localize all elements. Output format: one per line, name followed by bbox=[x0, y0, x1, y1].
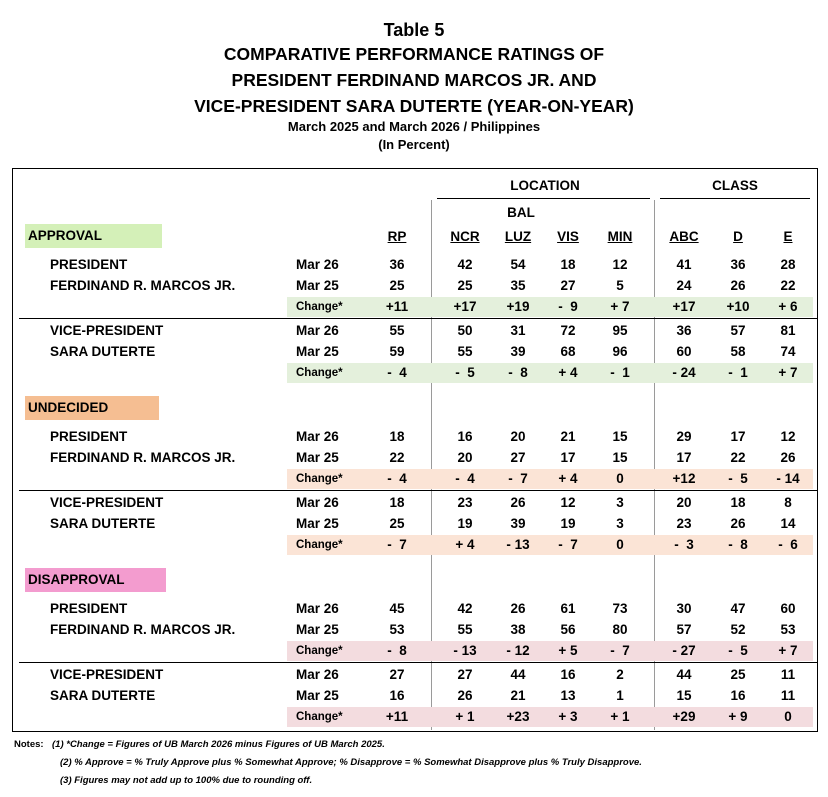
value-cell: +29 bbox=[672, 709, 696, 724]
value-cell: - 8 bbox=[728, 537, 748, 552]
period-label: Mar 25 bbox=[296, 622, 339, 637]
value-cell: + 1 bbox=[455, 709, 475, 724]
value-cell: 26 bbox=[510, 601, 526, 616]
section-label: DISAPPROVAL bbox=[25, 568, 166, 592]
value-cell: +17 bbox=[672, 299, 696, 314]
value-cell: 42 bbox=[457, 257, 473, 272]
official-title: VICE-PRESIDENT bbox=[50, 323, 164, 338]
value-cell: 36 bbox=[730, 257, 746, 272]
value-cell: 54 bbox=[510, 257, 526, 272]
value-cell: - 12 bbox=[506, 643, 530, 658]
value-cell: - 5 bbox=[728, 643, 748, 658]
value-cell: 18 bbox=[730, 495, 746, 510]
period-label: Mar 26 bbox=[296, 495, 339, 510]
value-cell: 59 bbox=[389, 344, 405, 359]
value-cell: - 7 bbox=[558, 537, 578, 552]
value-cell: 57 bbox=[730, 323, 746, 338]
value-cell: + 7 bbox=[778, 643, 798, 658]
value-cell: - 13 bbox=[453, 643, 477, 658]
value-cell: + 7 bbox=[778, 365, 798, 380]
note-1: (1) *Change = Figures of UB March 2026 minus Figures of UB March 2025. bbox=[52, 739, 385, 750]
period-label: Mar 26 bbox=[296, 257, 339, 272]
value-cell: - 1 bbox=[610, 365, 630, 380]
value-cell: 50 bbox=[457, 323, 473, 338]
value-cell: 38 bbox=[510, 622, 526, 637]
value-cell: 15 bbox=[612, 450, 628, 465]
value-cell: 2 bbox=[616, 667, 624, 682]
value-cell: - 4 bbox=[455, 471, 475, 486]
official-title: PRESIDENT bbox=[50, 429, 128, 444]
value-cell: 39 bbox=[510, 516, 526, 531]
official-title: VICE-PRESIDENT bbox=[50, 495, 164, 510]
bal-label: BAL bbox=[507, 205, 535, 220]
period-label: Mar 25 bbox=[296, 344, 339, 359]
change-label: Change* bbox=[296, 473, 343, 485]
value-cell: 26 bbox=[730, 278, 746, 293]
value-cell: 68 bbox=[560, 344, 576, 359]
value-cell: - 5 bbox=[728, 471, 748, 486]
value-cell: 41 bbox=[676, 257, 692, 272]
value-cell: +19 bbox=[506, 299, 530, 314]
value-cell: - 8 bbox=[387, 643, 407, 658]
value-cell: + 3 bbox=[558, 709, 578, 724]
value-cell: +11 bbox=[385, 299, 409, 314]
value-cell: 73 bbox=[612, 601, 628, 616]
value-cell: 11 bbox=[780, 688, 796, 703]
value-cell: 22 bbox=[389, 450, 405, 465]
value-cell: 27 bbox=[457, 667, 473, 682]
value-cell: 16 bbox=[560, 667, 576, 682]
title-line-1: COMPARATIVE PERFORMANCE RATINGS OF bbox=[223, 44, 605, 64]
value-cell: 29 bbox=[676, 429, 692, 444]
value-cell: 24 bbox=[676, 278, 692, 293]
value-cell: 44 bbox=[676, 667, 692, 682]
value-cell: 47 bbox=[730, 601, 746, 616]
value-cell: 0 bbox=[616, 537, 624, 552]
value-cell: 19 bbox=[560, 516, 576, 531]
value-cell: 27 bbox=[560, 278, 576, 293]
column-header: LUZ bbox=[504, 229, 532, 244]
column-header: VIS bbox=[557, 229, 579, 244]
unit-label: (In Percent) bbox=[378, 137, 450, 152]
column-header: MIN bbox=[607, 229, 633, 244]
official-name: FERDINAND R. MARCOS JR. bbox=[50, 622, 236, 637]
value-cell: 36 bbox=[389, 257, 405, 272]
value-cell: - 4 bbox=[387, 471, 407, 486]
value-cell: 60 bbox=[780, 601, 796, 616]
official-name: SARA DUTERTE bbox=[50, 516, 156, 531]
value-cell: - 7 bbox=[610, 643, 630, 658]
value-cell: - 3 bbox=[674, 537, 694, 552]
subtitle: March 2025 and March 2026 / Philippines bbox=[287, 119, 541, 134]
value-cell: 53 bbox=[780, 622, 796, 637]
value-cell: 17 bbox=[730, 429, 746, 444]
value-cell: 25 bbox=[389, 278, 405, 293]
value-cell: 17 bbox=[676, 450, 692, 465]
value-cell: 13 bbox=[560, 688, 576, 703]
value-cell: +12 bbox=[672, 471, 696, 486]
period-label: Mar 26 bbox=[296, 429, 339, 444]
value-cell: 60 bbox=[676, 344, 692, 359]
value-cell: 18 bbox=[389, 495, 405, 510]
change-label: Change* bbox=[296, 301, 343, 313]
value-cell: 16 bbox=[457, 429, 473, 444]
change-label: Change* bbox=[296, 711, 343, 723]
title-line-3: VICE-PRESIDENT SARA DUTERTE (YEAR-ON-YEAR) bbox=[194, 96, 634, 116]
value-cell: 3 bbox=[616, 495, 624, 510]
value-cell: 26 bbox=[780, 450, 796, 465]
value-cell: 0 bbox=[616, 471, 624, 486]
value-cell: - 24 bbox=[672, 365, 696, 380]
section-label: UNDECIDED bbox=[25, 396, 159, 420]
official-name: FERDINAND R. MARCOS JR. bbox=[50, 450, 236, 465]
period-label: Mar 25 bbox=[296, 516, 339, 531]
value-cell: 81 bbox=[780, 323, 796, 338]
value-cell: - 7 bbox=[387, 537, 407, 552]
official-name: FERDINAND R. MARCOS JR. bbox=[50, 278, 236, 293]
official-name: SARA DUTERTE bbox=[50, 688, 156, 703]
value-cell: 26 bbox=[730, 516, 746, 531]
value-cell: 12 bbox=[560, 495, 576, 510]
column-header: NCR bbox=[450, 229, 480, 244]
value-cell: - 27 bbox=[672, 643, 696, 658]
value-cell: 80 bbox=[612, 622, 628, 637]
location-group-rule bbox=[437, 198, 650, 199]
value-cell: 55 bbox=[389, 323, 405, 338]
column-header: RP bbox=[387, 229, 407, 244]
value-cell: 57 bbox=[676, 622, 692, 637]
title-line-2: PRESIDENT FERDINAND MARCOS JR. AND bbox=[231, 70, 597, 90]
column-header: E bbox=[783, 229, 793, 244]
official-name: SARA DUTERTE bbox=[50, 344, 156, 359]
value-cell: 27 bbox=[510, 450, 526, 465]
group-separator bbox=[19, 318, 818, 319]
value-cell: 26 bbox=[457, 688, 473, 703]
class-group-header: CLASS bbox=[712, 178, 758, 193]
value-cell: 20 bbox=[457, 450, 473, 465]
value-cell: 1 bbox=[616, 688, 624, 703]
table-number: Table 5 bbox=[383, 20, 445, 40]
value-cell: + 7 bbox=[610, 299, 630, 314]
value-cell: 31 bbox=[510, 323, 526, 338]
value-cell: +11 bbox=[385, 709, 409, 724]
value-cell: 23 bbox=[457, 495, 473, 510]
official-title: PRESIDENT bbox=[50, 601, 128, 616]
value-cell: + 4 bbox=[558, 471, 578, 486]
period-label: Mar 26 bbox=[296, 323, 339, 338]
value-cell: +23 bbox=[506, 709, 530, 724]
value-cell: 56 bbox=[560, 622, 576, 637]
value-cell: 25 bbox=[389, 516, 405, 531]
value-cell: - 13 bbox=[506, 537, 530, 552]
value-cell: 21 bbox=[510, 688, 526, 703]
value-cell: 15 bbox=[676, 688, 692, 703]
value-cell: 27 bbox=[389, 667, 405, 682]
period-label: Mar 25 bbox=[296, 450, 339, 465]
value-cell: - 5 bbox=[455, 365, 475, 380]
value-cell: + 6 bbox=[778, 299, 798, 314]
value-cell: 74 bbox=[780, 344, 796, 359]
value-cell: + 5 bbox=[558, 643, 578, 658]
value-cell: 3 bbox=[616, 516, 624, 531]
value-cell: - 8 bbox=[508, 365, 528, 380]
value-cell: 23 bbox=[676, 516, 692, 531]
value-cell: - 9 bbox=[558, 299, 578, 314]
value-cell: +17 bbox=[453, 299, 477, 314]
value-cell: 36 bbox=[676, 323, 692, 338]
period-label: Mar 26 bbox=[296, 601, 339, 616]
value-cell: + 4 bbox=[558, 365, 578, 380]
value-cell: - 6 bbox=[778, 537, 798, 552]
value-cell: 11 bbox=[780, 667, 796, 682]
value-cell: - 7 bbox=[508, 471, 528, 486]
official-title: VICE-PRESIDENT bbox=[50, 667, 164, 682]
value-cell: 30 bbox=[676, 601, 692, 616]
value-cell: 58 bbox=[730, 344, 746, 359]
value-cell: 18 bbox=[560, 257, 576, 272]
value-cell: +10 bbox=[726, 299, 750, 314]
value-cell: 95 bbox=[612, 323, 628, 338]
value-cell: 39 bbox=[510, 344, 526, 359]
change-label: Change* bbox=[296, 367, 343, 379]
value-cell: 19 bbox=[457, 516, 473, 531]
value-cell: 35 bbox=[510, 278, 526, 293]
value-cell: 55 bbox=[457, 622, 473, 637]
value-cell: + 1 bbox=[610, 709, 630, 724]
note-2: (2) % Approve = % Truly Approve plus % Somewhat Approve; % Disapprove = % Somewhat Disapprove plus % Truly Disapprove. bbox=[60, 757, 642, 768]
value-cell: 16 bbox=[730, 688, 746, 703]
period-label: Mar 25 bbox=[296, 688, 339, 703]
value-cell: 22 bbox=[780, 278, 796, 293]
note-3: (3) Figures may not add up to 100% due to rounding off. bbox=[60, 775, 313, 786]
value-cell: 28 bbox=[780, 257, 796, 272]
value-cell: 21 bbox=[560, 429, 576, 444]
location-group-header: LOCATION bbox=[510, 178, 580, 193]
value-cell: + 9 bbox=[728, 709, 748, 724]
value-cell: 14 bbox=[780, 516, 796, 531]
value-cell: 72 bbox=[560, 323, 576, 338]
value-cell: 8 bbox=[784, 495, 792, 510]
value-cell: 15 bbox=[612, 429, 628, 444]
value-cell: 20 bbox=[676, 495, 692, 510]
value-cell: 5 bbox=[616, 278, 624, 293]
class-group-rule bbox=[660, 198, 810, 199]
period-label: Mar 26 bbox=[296, 667, 339, 682]
value-cell: 26 bbox=[510, 495, 526, 510]
value-cell: 25 bbox=[457, 278, 473, 293]
value-cell: 61 bbox=[560, 601, 576, 616]
value-cell: 52 bbox=[730, 622, 746, 637]
value-cell: 44 bbox=[510, 667, 526, 682]
value-cell: 45 bbox=[389, 601, 405, 616]
value-cell: 25 bbox=[730, 667, 746, 682]
value-cell: 55 bbox=[457, 344, 473, 359]
value-cell: 53 bbox=[389, 622, 405, 637]
value-cell: 20 bbox=[510, 429, 526, 444]
value-cell: 16 bbox=[389, 688, 405, 703]
section-label: APPROVAL bbox=[25, 224, 162, 248]
change-label: Change* bbox=[296, 539, 343, 551]
column-header: ABC bbox=[669, 229, 699, 244]
value-cell: - 4 bbox=[387, 365, 407, 380]
group-separator bbox=[19, 490, 818, 491]
value-cell: - 1 bbox=[728, 365, 748, 380]
period-label: Mar 25 bbox=[296, 278, 339, 293]
value-cell: 0 bbox=[784, 709, 792, 724]
value-cell: 22 bbox=[730, 450, 746, 465]
group-separator bbox=[19, 662, 818, 663]
value-cell: 96 bbox=[612, 344, 628, 359]
value-cell: 42 bbox=[457, 601, 473, 616]
value-cell: 17 bbox=[560, 450, 576, 465]
value-cell: + 4 bbox=[455, 537, 475, 552]
value-cell: - 14 bbox=[776, 471, 800, 486]
value-cell: 18 bbox=[389, 429, 405, 444]
notes-prefix: Notes: bbox=[14, 739, 44, 750]
column-header: D bbox=[733, 229, 743, 244]
official-title: PRESIDENT bbox=[50, 257, 128, 272]
value-cell: 12 bbox=[780, 429, 796, 444]
value-cell: 12 bbox=[612, 257, 628, 272]
change-label: Change* bbox=[296, 645, 343, 657]
